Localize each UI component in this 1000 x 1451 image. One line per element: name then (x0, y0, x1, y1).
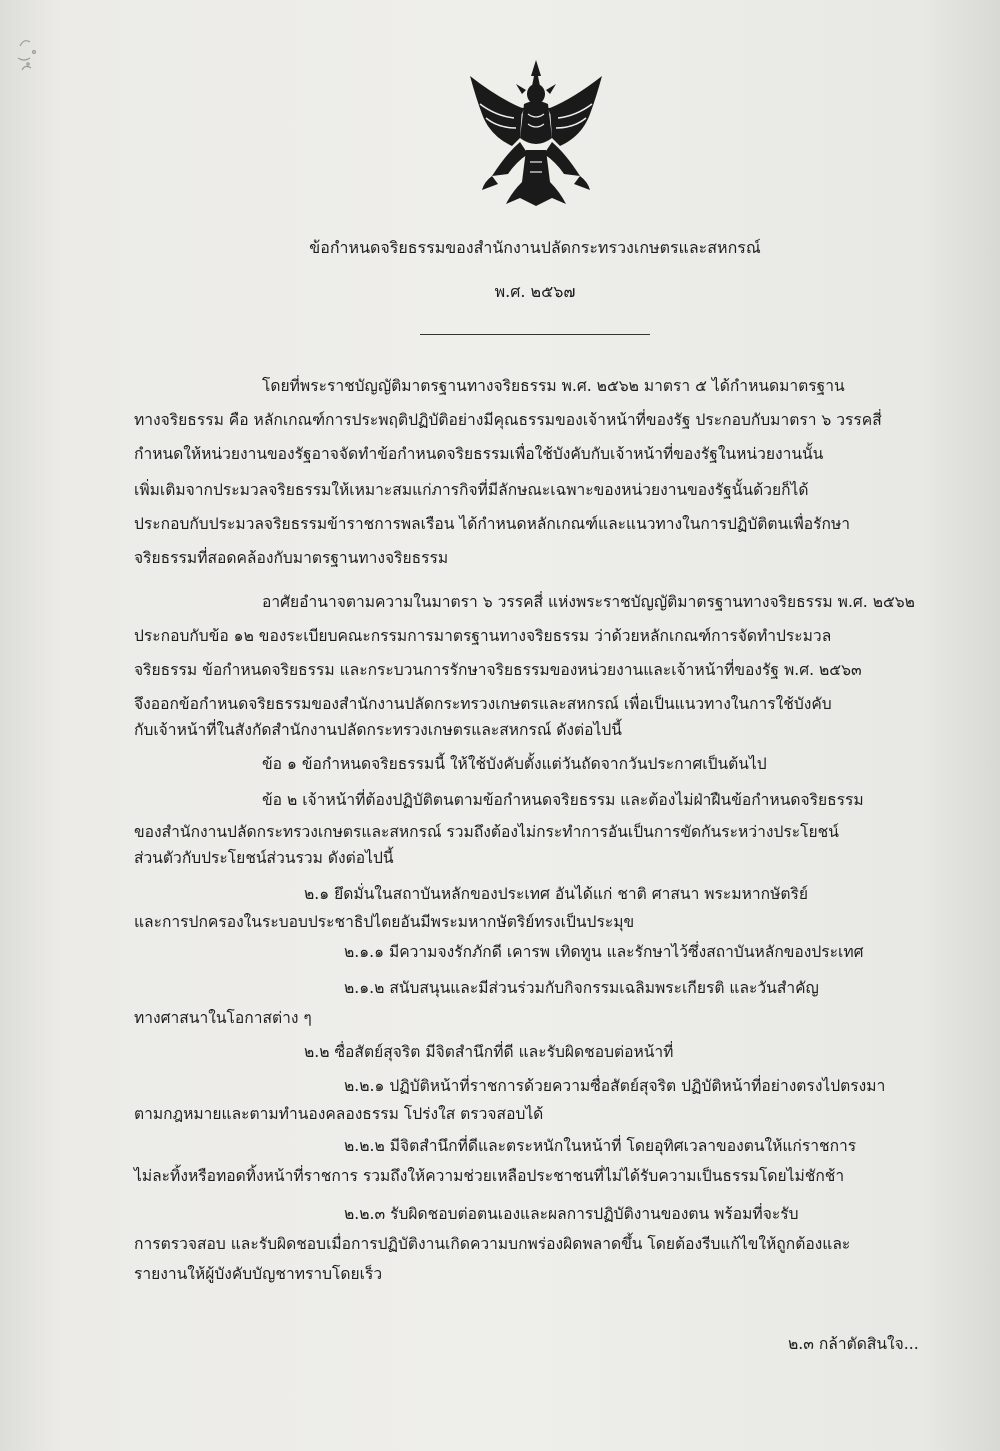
body-line: จริยธรรมที่สอดคล้องกับมาตรฐานทางจริยธรรม (134, 549, 449, 567)
body-line: ส่วนตัวกับประโยชน์ส่วนรวม ดังต่อไปนี้ (134, 849, 394, 867)
body-line: การตรวจสอบ และรับผิดชอบเมื่อการปฏิบัติงานเกิดความบกพร่องผิดพลาดขึ้น โดยต้องรีบแก้ไขให้ถูกต้องและ (134, 1235, 851, 1253)
clause-2-2-2: ๒.๒.๒ มีจิตสำนึกที่ดีและตระหนักในหน้าที่ โดยอุทิศเวลาของตนให้แก่ราชการ (344, 1137, 857, 1155)
body-line: อาศัยอำนาจตามความในมาตรา ๖ วรรคสี่ แห่งพระราชบัญญัติมาตรฐานทางจริยธรรม พ.ศ. ๒๕๖๒ (262, 593, 915, 611)
body-line: กำหนดให้หน่วยงานของรัฐอาจจัดทำข้อกำหนดจริยธรรมเพื่อใช้บังคับกับเจ้าหน้าที่ของรัฐในหน่วยงานนั้น (134, 445, 824, 463)
clause-1: ข้อ ๑ ข้อกำหนดจริยธรรมนี้ ให้ใช้บังคับตั้งแต่วันถัดจากวันประกาศเป็นต้นไป (262, 755, 767, 773)
garuda-emblem (462, 58, 610, 208)
document-title: ข้อกำหนดจริยธรรมของสำนักงานปลัดกระทรวงเกษตรและสหกรณ์ (309, 238, 761, 257)
body-line: ประกอบกับข้อ ๑๒ ของระเบียบคณะกรรมการมาตรฐานทางจริยธรรม ว่าด้วยหลักเกณฑ์การจัดทำประมวล (134, 627, 832, 645)
body-line: ทางจริยธรรม คือ หลักเกณฑ์การประพฤติปฏิบัติอย่างมีคุณธรรมของเจ้าหน้าที่ของรัฐ ประกอบกับมาตรา ๖ วรรคสี่ (134, 411, 882, 429)
body-line: กับเจ้าหน้าที่ในสังกัดสำนักงานปลัดกระทรวงเกษตรและสหกรณ์ ดังต่อไปนี้ (134, 721, 622, 739)
body-line: เพิ่มเติมจากประมวลจริยธรรมให้เหมาะสมแก่ภารกิจที่มีลักษณะเฉพาะของหน่วยงานของรัฐนั้นด้วยก็ได้ (134, 481, 809, 499)
clause-2-1: ๒.๑ ยึดมั่นในสถาบันหลักของประเทศ อันได้แก่ ชาติ ศาสนา พระมหากษัตริย์ (304, 885, 808, 903)
clause-2-1-1: ๒.๑.๑ มีความจงรักภักดี เคารพ เทิดทูน และรักษาไว้ซึ่งสถาบันหลักของประเทศ (344, 943, 864, 961)
body-line: และการปกครองในระบอบประชาธิปไตยอันมีพระมหากษัตริย์ทรงเป็นประมุข (134, 913, 635, 931)
title-divider (420, 334, 650, 335)
body-line: ตามกฎหมายและตามทำนองคลองธรรม โปร่งใส ตรวจสอบได้ (134, 1105, 544, 1123)
clause-2-2-1: ๒.๒.๑ ปฏิบัติหน้าที่ราชการด้วยความซื่อสัตย์สุจริต ปฏิบัติหน้าที่อย่างตรงไปตรงมา (344, 1077, 886, 1095)
body-line: รายงานให้ผู้บังคับบัญชาทราบโดยเร็ว (134, 1265, 383, 1283)
body-line: ประกอบกับประมวลจริยธรรมข้าราชการพลเรือน ได้กำหนดหลักเกณฑ์และแนวทางในการปฏิบัติตนเพื่อรักษา (134, 515, 851, 533)
continuation-note: ๒.๓ กล้าตัดสินใจ... (788, 1335, 919, 1353)
body-line: ของสำนักงานปลัดกระทรวงเกษตรและสหกรณ์ รวมถึงต้องไม่กระทำการอันเป็นการขัดกันระหว่างประโยชน์ (134, 823, 839, 841)
body-line: จึงออกข้อกำหนดจริยธรรมของสำนักงานปลัดกระทรวงเกษตรและสหกรณ์ เพื่อเป็นแนวทางในการใช้บังคับ (134, 695, 832, 713)
body-line: ไม่ละทิ้งหรือทอดทิ้งหน้าที่ราชการ รวมถึงให้ความช่วยเหลือประชาชนที่ไม่ได้รับความเป็นธรรมโดยไม่ชักช้า (134, 1167, 845, 1185)
body-line: จริยธรรม ข้อกำหนดจริยธรรม และกระบวนการรักษาจริยธรรมของหน่วยงานและเจ้าหน้าที่ของรัฐ พ.ศ. ๒๕๖๓ (134, 661, 862, 679)
body-line: โดยที่พระราชบัญญัติมาตรฐานทางจริยธรรม พ.ศ. ๒๕๖๒ มาตรา ๕ ได้กำหนดมาตรฐาน (262, 377, 845, 395)
document-year: พ.ศ. ๒๕๖๗ (494, 282, 576, 301)
clause-2: ข้อ ๒ เจ้าหน้าที่ต้องปฏิบัติตนตามข้อกำหนดจริยธรรม และต้องไม่ฝ่าฝืนข้อกำหนดจริยธรรม (262, 791, 864, 809)
clause-2-2: ๒.๒ ซื่อสัตย์สุจริต มีจิตสำนึกที่ดี และรับผิดชอบต่อหน้าที่ (304, 1043, 674, 1061)
clause-2-2-3: ๒.๒.๓ รับผิดชอบต่อตนเองและผลการปฏิบัติงานของตน พร้อมที่จะรับ (344, 1205, 799, 1223)
clause-2-1-2: ๒.๑.๒ สนับสนุนและมีส่วนร่วมกับกิจกรรมเฉลิมพระเกียรติ และวันสำคัญ (344, 979, 819, 997)
staple-mark (12, 30, 52, 80)
body-line: ทางศาสนาในโอกาสต่าง ๆ (134, 1009, 312, 1027)
